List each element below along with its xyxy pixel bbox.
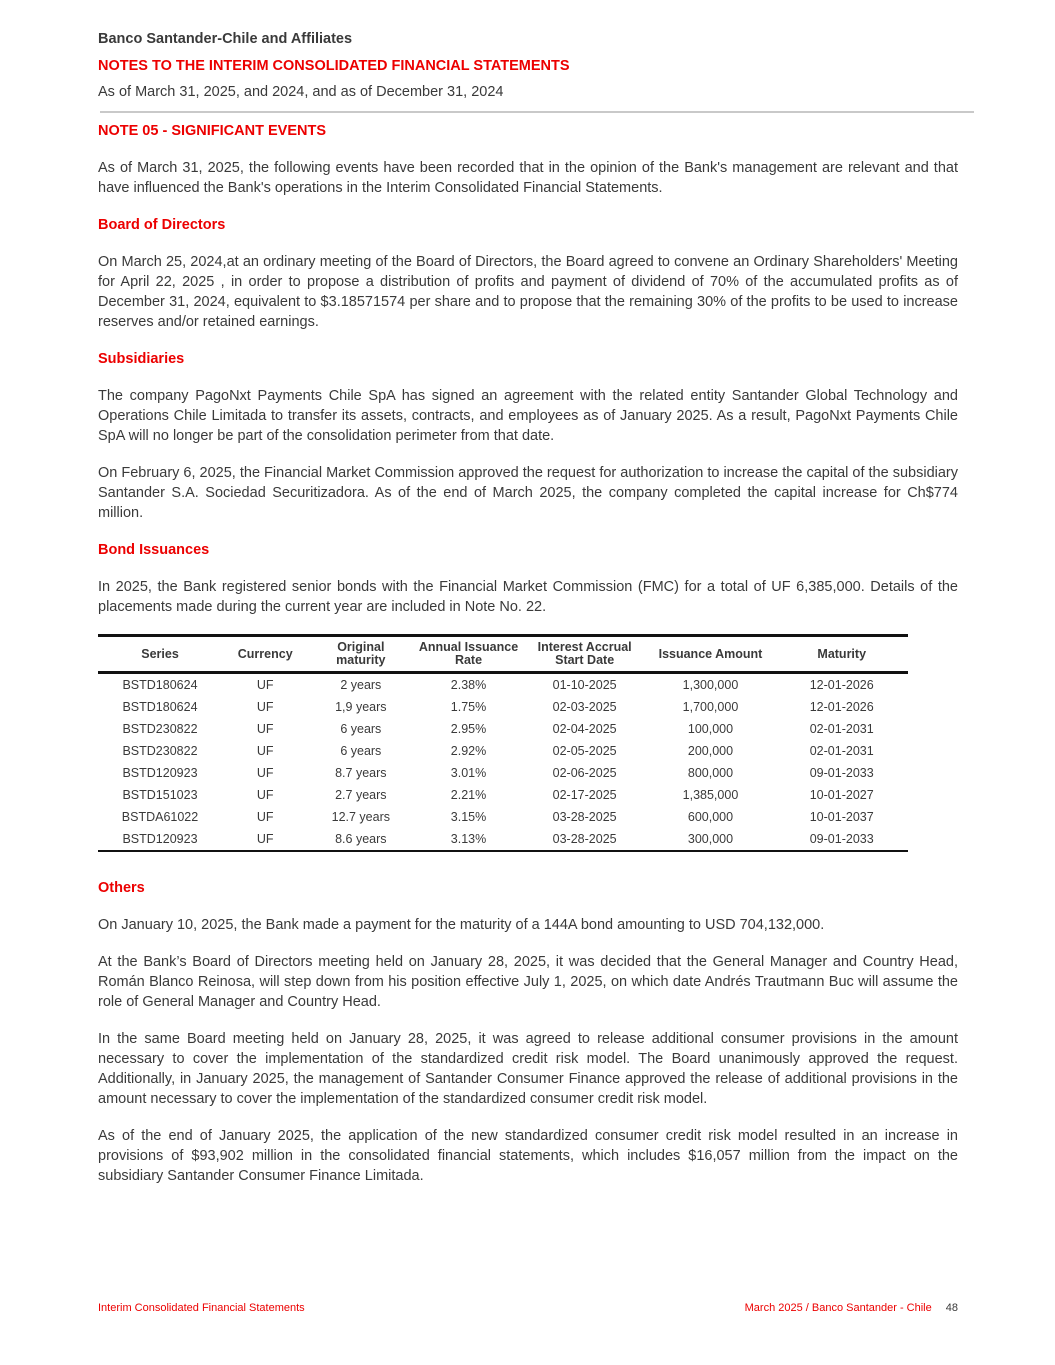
bonds-paragraph: In 2025, the Bank registered senior bonds with the Financial Market Commission (FMC) for a total of UF 6,385,000. Details of the placements made during the current year are included in Note No. 22. bbox=[98, 579, 958, 615]
header-as-of: As of March 31, 2025, and 2024, and as of December 31, 2024 bbox=[98, 84, 504, 100]
table-row bbox=[98, 828, 908, 851]
others-paragraph-1: On January 10, 2025, the Bank made a payment for the maturity of a 144A bond amounting to USD 704,132,000. bbox=[98, 917, 825, 933]
page-number: 48 bbox=[945, 1302, 958, 1314]
table-cell: 03-28-2025 bbox=[552, 832, 617, 846]
table-cell: UF bbox=[256, 744, 274, 758]
table-cell: BSTD120923 bbox=[122, 832, 198, 846]
table-cell: 600,000 bbox=[687, 810, 734, 824]
table-cell: 1,700,000 bbox=[682, 700, 739, 714]
table-cell: 1,9 years bbox=[335, 700, 387, 714]
table-row bbox=[98, 740, 908, 762]
table-cell: 02-03-2025 bbox=[552, 700, 617, 714]
table-cell: UF bbox=[256, 810, 274, 824]
table-cell: 12.7 years bbox=[331, 810, 390, 824]
others-paragraph-4: As of the end of January 2025, the application of the new standardized consumer credit risk model resulted in an increase in provisions of $93,902 million in the consolidated financial statements, which includes $16,057 million from the impact on the subsidiary Santander Consumer Finance Limitada. bbox=[98, 1128, 958, 1184]
table-cell: 1,300,000 bbox=[682, 678, 739, 692]
table-cell: 8.6 years bbox=[335, 832, 387, 846]
table-cell: UF bbox=[256, 766, 274, 780]
table-cell: 2.7 years bbox=[335, 788, 387, 802]
table-row bbox=[98, 784, 908, 806]
table-cell: 3.13% bbox=[450, 832, 487, 846]
table-cell: 02-01-2031 bbox=[809, 722, 874, 736]
table-cell: UF bbox=[256, 700, 274, 714]
table-cell: 02-17-2025 bbox=[552, 788, 617, 802]
table-cell: 02-05-2025 bbox=[552, 744, 617, 758]
table-cell: 200,000 bbox=[687, 744, 734, 758]
table-cell: UF bbox=[256, 722, 274, 736]
table-row bbox=[98, 696, 908, 718]
table-cell: 3.15% bbox=[450, 810, 487, 824]
table-cell: 12-01-2026 bbox=[809, 700, 874, 714]
table-cell: BSTD180624 bbox=[122, 678, 198, 692]
table-row bbox=[98, 718, 908, 740]
header-company: Banco Santander-Chile and Affiliates bbox=[98, 31, 353, 47]
section-title-subsidiaries: Subsidiaries bbox=[98, 351, 185, 367]
column-header: Interest Accrual Start Date bbox=[537, 640, 632, 667]
table-cell: UF bbox=[256, 788, 274, 802]
footer-left: Interim Consolidated Financial Statements bbox=[98, 1302, 305, 1314]
table-cell: 6 years bbox=[340, 722, 382, 736]
column-header: Original maturity bbox=[336, 640, 386, 667]
column-header: Annual Issuance Rate bbox=[418, 640, 519, 667]
table-cell: BSTD120923 bbox=[122, 766, 198, 780]
table-cell: 09-01-2033 bbox=[809, 766, 874, 780]
table-row bbox=[98, 762, 908, 784]
table-cell: 1.75% bbox=[450, 700, 487, 714]
table-cell: 2 years bbox=[340, 678, 382, 692]
section-title-bonds: Bond Issuances bbox=[98, 542, 210, 558]
subsidiaries-paragraph-2: On February 6, 2025, the Financial Market Commission approved the request for authorization to increase the capital of the subsidiary Santander S.A. Sociedad Securitizadora. As of the end of March 2025, the company completed the capital increase for Ch$774 million. bbox=[98, 465, 958, 521]
board-paragraph: On March 25, 2024,at an ordinary meeting of the Board of Directors, the Board agreed to convene an Ordinary Shareholders' Meeting for April 22, 2025 , in order to propose a distribution of profits and payment of dividend of 70% of the accumulated profits as of December 31, 2024, equivalent to $3.18571574 per share and to propose that the remaining 30% of the profits to be used to increase reserves and/or retained earnings. bbox=[98, 254, 958, 330]
table-row bbox=[98, 673, 908, 697]
column-header: Maturity bbox=[817, 646, 867, 661]
others-paragraph-3: In the same Board meeting held on January 28, 2025, it was agreed to release additional consumer provisions in the amount necessary to cover the implementation of the standardized credit risk model. The Board unanimously approved the request. Additionally, in January 2025, the management of Santander Consumer Finance approved the release of additional provisions in the amount necessary to cover the implementation of the standardized consumer credit risk model. bbox=[98, 1031, 958, 1107]
table-cell: 1,385,000 bbox=[682, 788, 739, 802]
table-cell: UF bbox=[256, 678, 274, 692]
note-title: NOTE 05 - SIGNIFICANT EVENTS bbox=[98, 123, 326, 139]
bond-issuances-table bbox=[98, 634, 908, 852]
header-notes-title: NOTES TO THE INTERIM CONSOLIDATED FINANCIAL STATEMENTS bbox=[98, 58, 570, 74]
table-cell: 02-06-2025 bbox=[552, 766, 617, 780]
note-intro: As of March 31, 2025, the following events have been recorded that in the opinion of the Bank's management are relevant and that have influenced the Bank's operations in the Interim Consolidated Financial Statements. bbox=[98, 160, 958, 196]
table-cell: 03-28-2025 bbox=[552, 810, 617, 824]
subsidiaries-paragraph-1: The company PagoNxt Payments Chile SpA has signed an agreement with the related entity Santander Global Technology and Operations Chile Limitada to transfer its assets, contracts, and employees as of January 2025. As a result, PagoNxt Payments Chile SpA will no longer be part of the consolidation perimeter from that date. bbox=[98, 388, 958, 444]
table-cell: 8.7 years bbox=[335, 766, 387, 780]
table-cell: 2.38% bbox=[450, 678, 487, 692]
table-header-row bbox=[98, 636, 908, 673]
table-cell: 6 years bbox=[340, 744, 382, 758]
section-title-board: Board of Directors bbox=[98, 217, 226, 233]
table-cell: 2.92% bbox=[450, 744, 487, 758]
column-header: Issuance Amount bbox=[658, 646, 763, 661]
table-cell: 02-01-2031 bbox=[809, 744, 874, 758]
table-row bbox=[98, 806, 908, 828]
document-body bbox=[98, 121, 958, 1203]
table-cell: BSTD230822 bbox=[122, 722, 198, 736]
table-cell: 01-10-2025 bbox=[552, 678, 617, 692]
footer-right-label: March 2025 / Banco Santander - Chile bbox=[744, 1302, 932, 1314]
table-cell: 100,000 bbox=[687, 722, 734, 736]
table-cell: 2.21% bbox=[450, 788, 487, 802]
table-cell: 300,000 bbox=[687, 832, 734, 846]
table-cell: BSTD151023 bbox=[122, 788, 198, 802]
table-cell: 12-01-2026 bbox=[809, 678, 874, 692]
table-cell: 10-01-2037 bbox=[809, 810, 874, 824]
table-cell: BSTDA61022 bbox=[121, 810, 199, 824]
column-header: Currency bbox=[237, 646, 293, 661]
footer-right bbox=[745, 1302, 958, 1314]
table-cell: 02-04-2025 bbox=[552, 722, 617, 736]
table-cell: BSTD230822 bbox=[122, 744, 198, 758]
table-cell: 3.01% bbox=[450, 766, 487, 780]
others-paragraph-2: At the Bank’s Board of Directors meeting held on January 28, 2025, it was decided that the General Manager and Country Head, Román Blanco Reinosa, will step down from his position effective July 1, 2025, on which date Andrés Trautmann Buc will assume the role of General Manager and Country Head. bbox=[98, 954, 958, 1010]
table-cell: 2.95% bbox=[450, 722, 487, 736]
table-cell: UF bbox=[256, 832, 274, 846]
section-title-others: Others bbox=[98, 880, 145, 896]
table-cell: 10-01-2027 bbox=[809, 788, 874, 802]
table-cell: 800,000 bbox=[687, 766, 734, 780]
table-cell: BSTD180624 bbox=[122, 700, 198, 714]
column-header: Series bbox=[141, 646, 179, 661]
table-body bbox=[98, 673, 908, 852]
table-cell: 09-01-2033 bbox=[809, 832, 874, 846]
header-divider bbox=[100, 111, 974, 113]
